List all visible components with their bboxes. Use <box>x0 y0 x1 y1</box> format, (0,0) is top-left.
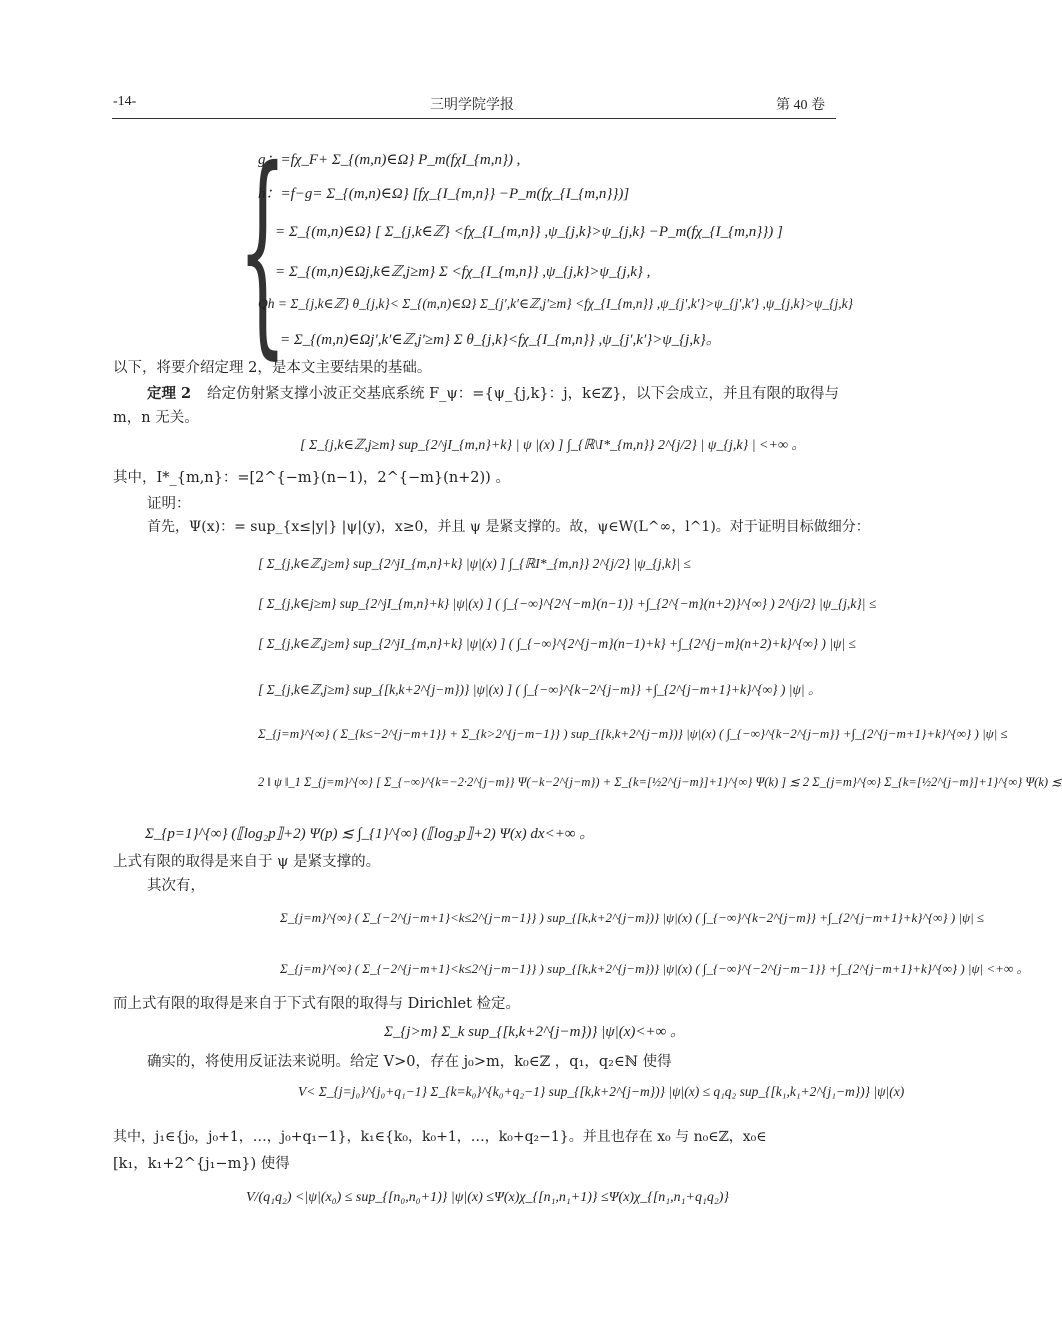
estimate-8: Σ_{j=m}^{∞} ( Σ_{−2^{j−m+1}<k≤2^{j−m−1}} ) sup_{[k,k+2^{j−m})} |ψ|(x) ( ∫_{−∞}^{k−2^{j−m}} +∫_{2^{j−m+1}+k}^{∞} ) |ψ| ≤ <box>280 910 985 925</box>
where-j-paragraph: 其中，j₁∈{j₀，j₀+1，…，j₀+q₁−1}，k₁∈{k₀，k₀+1，…，k₀+q₂−1}。并且也存在 x₀ 与 n₀∈ℤ，x₀∈ <box>113 1129 767 1145</box>
volume-label: 第 40 卷 <box>776 98 825 113</box>
system-brace: { <box>238 122 287 378</box>
contradiction-paragraph: 确实的，将使用反证法来说明。给定 V>0，存在 j₀>m，k₀∈ℤ ，q₁，q₂∈ℕ 使得 <box>147 1054 672 1070</box>
first-paragraph: 首先，Ψ(x)：= sup_{x≤|y|} |ψ|(y)，x≥0，并且 ψ 是紧支撑的。故，ψ∈W(L^∞，l^1)。对于证明目标做细分： <box>147 519 870 535</box>
interval-line: [k₁，k₁+2^{j₁−m}) 使得 <box>113 1156 290 1172</box>
eq-h2: = Σ_{(m,n)∈Ω} [ Σ_{j,k∈ℤ} <fχ_{I_{m,n}} ,ψ_{j,k}>ψ_{j,k} −P_m(fχ_{I_{m,n}}) ] <box>275 224 783 240</box>
eq-qh2: = Σ_{(m,n)∈Ωj′,k′∈ℤ,j′≥m} Σ θ_{j,k}<fχ_{I_{m,n}} ,ψ_{j′,k′}>ψ_{j,k}。 <box>280 332 721 348</box>
estimate-5: Σ_{j=m}^{∞} ( Σ_{k≤−2^{j−m+1}} + Σ_{k>2^{j−m−1}} ) sup_{[k,k+2^{j−m})} |ψ|(x) ( ∫_{−∞}^{k−2^{j−m}} +∫_{2^{j−m+1}+k}^{∞} ) |ψ| ≤ <box>258 726 1008 741</box>
estimate-6: 2 ‖ ψ ‖_1 Σ_{j=m}^{∞} [ Σ_{−∞}^{k=−2·2^{j−m}} Ψ(−k−2^{j−m}) + Σ_{k=[½2^{j−m}]+1}^{∞} Ψ(k) ] ≲ 2 Σ_{j=m}^{∞} Σ_{k=[½2^{j−m}]+1}^{∞} Ψ(k) ≲ <box>258 775 1062 789</box>
page-number: -14- <box>113 94 137 109</box>
estimate-3: [ Σ_{j,k∈ℤ,j≥m} sup_{2^jI_{m,n}+k} |ψ|(x) ] ( ∫_{−∞}^{2^{j−m}(n−1)+k} +∫_{2^{j−m}(n+2)+k}^{∞} ) |ψ| ≤ <box>258 636 856 651</box>
estimate-9: Σ_{j=m}^{∞} ( Σ_{−2^{j−m+1}<k≤2^{j−m−1}} ) sup_{[k,k+2^{j−m})} |ψ|(x) ( ∫_{−∞}^{−2^{j−m−1}} +∫_{2^{j−m+1}+k}^{∞} ) |ψ| <+∞ 。 <box>280 961 1030 976</box>
above-remark: 上式有限的取得是来自于 ψ 是紧支撑的。 <box>113 854 381 870</box>
theorem-label: 定理 2 <box>147 385 192 402</box>
second-paragraph: 其次有， <box>147 878 205 894</box>
estimate-4: [ Σ_{j,k∈ℤ,j≥m} sup_{[k,k+2^{j−m})} |ψ|(x) ] ( ∫_{−∞}^{k−2^{j−m}} +∫_{2^{j−m+1}+k}^{∞} ) |ψ| 。 <box>258 682 822 697</box>
eq-qh1: Qh = Σ_{j,k∈ℤ} θ_{j,k}< Σ_{(m,n)∈Ω} Σ_{j′,k′∈ℤ,j′≥m} <fχ_{I_{m,n}} ,ψ_{j′,k′}>ψ_{j′,k′} ,ψ_{j,k}>ψ_{j,k} <box>258 296 854 311</box>
eq-h1: h：=f−g= Σ_{(m,n)∈Ω} [fχ_{I_{m,n}} −P_m(fχ_{I_{m,n}})] <box>258 186 630 202</box>
intro-paragraph: 以下，将要介绍定理 2，是本文主要结果的基础。 <box>113 360 432 376</box>
proof-label: 证明： <box>147 496 191 512</box>
estimate-1: [ Σ_{j,k∈ℤ,j≥m} sup_{2^jI_{m,n}+k} |ψ|(x) ] ∫_{ℝI*_{m,n}} 2^{j/2} |ψ_{j,k}| ≤ <box>258 556 691 571</box>
estimate-10: Σ_{j>m} Σ_k sup_{[k,k+2^{j−m})} |ψ|(x)<+∞ 。 <box>384 1024 686 1040</box>
estimate-11: V< Σ_{j=j₀}^{j₀+q₁−1} Σ_{k=k₀}^{k₀+q₂−1} sup_{[k,k+2^{j−m})} |ψ|(x) ≤ q₁q₂ sup_{[k₁,k₁+2^{j₁−m})} |ψ|(x) <box>298 1084 905 1099</box>
journal-title: 三明学院学报 <box>430 98 514 113</box>
eq-g: g：=fχ_F+ Σ_{(m,n)∈Ω} P_m(fχI_{m,n}) , <box>258 152 521 168</box>
estimate-12: V/(q₁q₂) <|ψ|(x₀) ≤ sup_{[n₀,n₀+1)} |ψ|(x) ≤Ψ(x)χ_{[n₁,n₁+1)} ≤Ψ(x)χ_{[n₁,n₁+q₁q₂)} <box>246 1190 729 1205</box>
eq-h3: = Σ_{(m,n)∈Ωj,k∈ℤ,j≥m} Σ <fχ_{I_{m,n}} ,ψ_{j,k}>ψ_{j,k} , <box>275 264 651 280</box>
where-I: 其中，I*_{m,n}：=[2^{−m}(n−1)，2^{−m}(n+2)) 。 <box>113 470 510 486</box>
header-rule <box>112 118 836 119</box>
estimate-2: [ Σ_{j,k∈j≥m} sup_{2^jI_{m,n}+k} |ψ|(x) ] ( ∫_{−∞}^{2^{−m}(n−1)} +∫_{2^{−m}(n+2)}^{∞} ) 2^{j/2} |ψ_{j,k}| ≤ <box>258 596 877 611</box>
theorem-body: 给定仿射紧支撑小波正交基底系统 F_ψ：={ψ_{j,k}：j，k∈ℤ}，以下会成立，并且有限的取得与 <box>207 386 839 402</box>
theorem-formula: [ Σ_{j,k∈ℤ,j≥m} sup_{2^jI_{m,n}+k} | ψ |(x) ] ∫_{ℝ\I*_{m,n}} 2^{j/2} | ψ_{j,k} | <+∞ 。 <box>300 438 806 453</box>
dirichlet-remark: 而上式有限的取得是来自于下式有限的取得与 Dirichlet 检定。 <box>113 996 521 1012</box>
theorem-tail: m，n 无关。 <box>113 410 199 426</box>
estimate-7: Σ_{p=1}^{∞} (⟦log₂p⟧+2) Ψ(p) ≲ ∫_{1}^{∞} (⟦log₂p⟧+2) Ψ(x) dx<+∞ 。 <box>145 826 595 842</box>
